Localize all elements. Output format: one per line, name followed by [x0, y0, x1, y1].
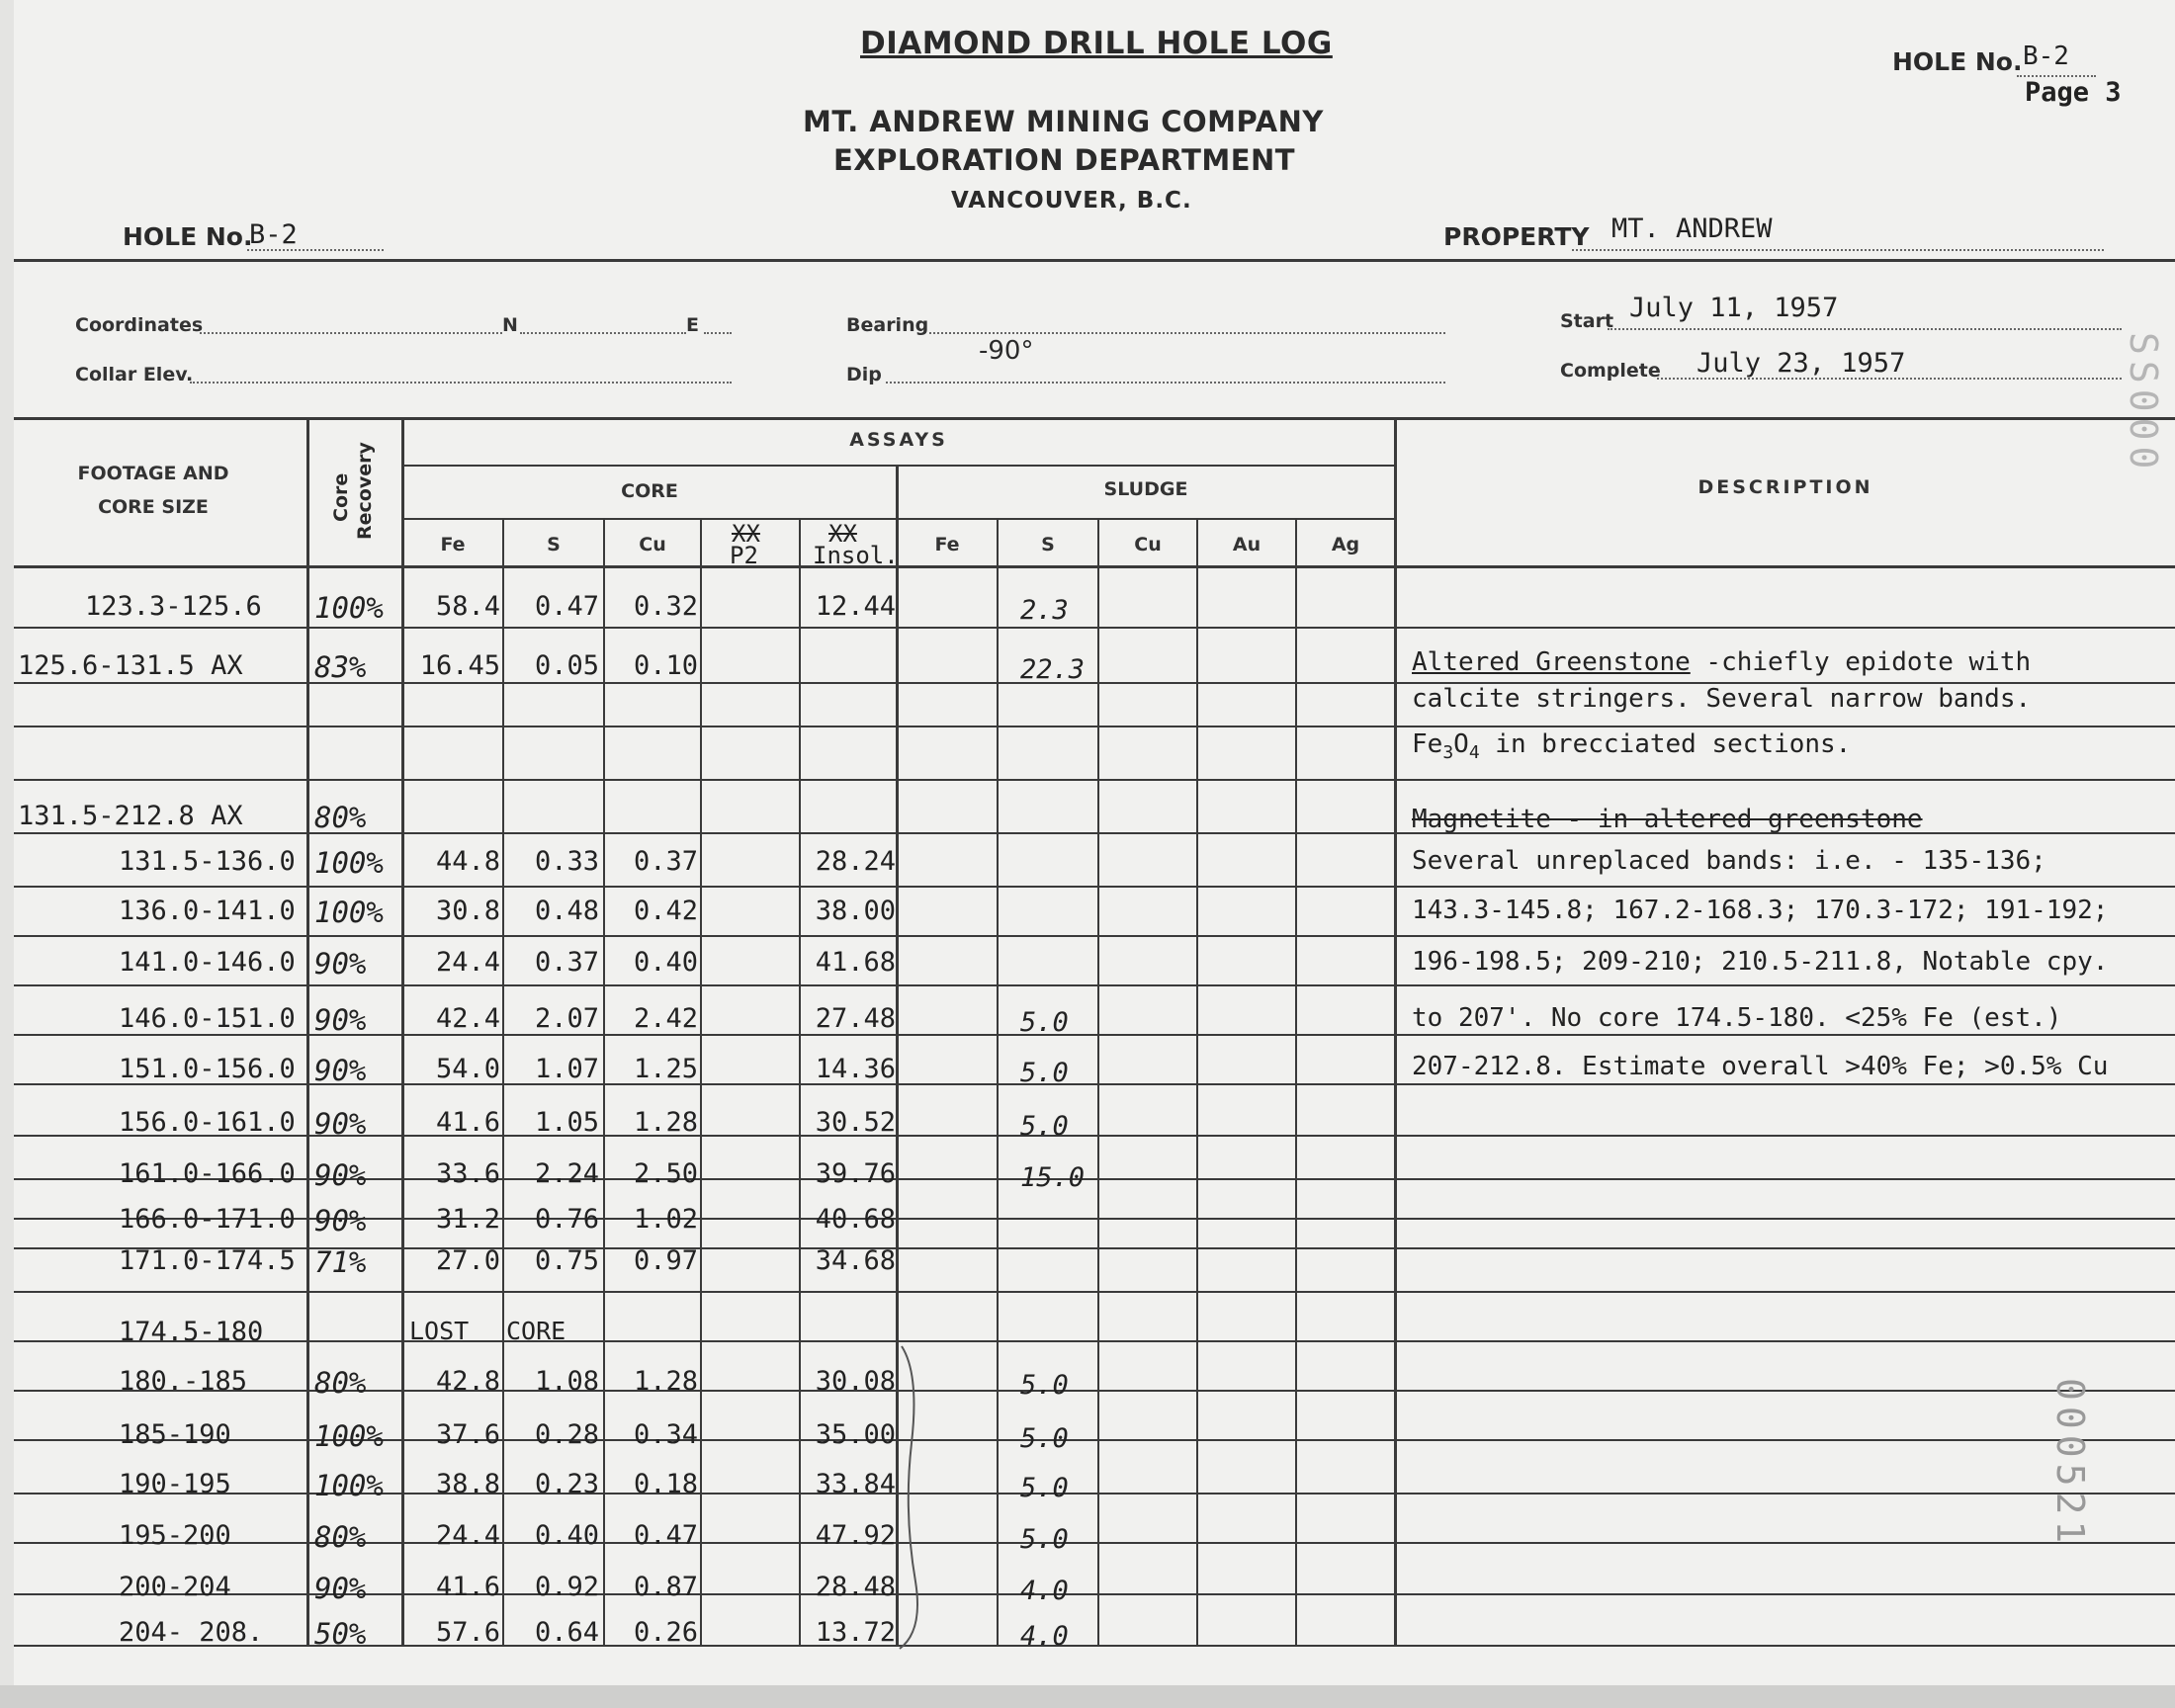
assays-header: ASSAYS [849, 429, 948, 451]
description-line-3 [1412, 729, 1851, 763]
bearing-label: Bearing [846, 314, 929, 336]
footage-cell: 185-190 [119, 1419, 231, 1450]
core-s-cell: 0.23 [534, 1469, 599, 1499]
coordinates-e-dots [520, 332, 686, 334]
col-divider-sludge-au [1295, 518, 1297, 1647]
page-number: Page 3 [2025, 77, 2122, 108]
property-dots [1572, 249, 2104, 251]
core-s-cell: 0.47 [534, 591, 599, 622]
rule-top [14, 259, 2175, 262]
footage-cell: 136.0-141.0 [119, 896, 296, 926]
recovery-cell: 90% [314, 1054, 367, 1087]
document-title: DIAMOND DRILL HOLE LOG [860, 26, 1333, 61]
sludge-au-header: Au [1232, 534, 1262, 555]
sludge-s-cell: 4.0 [1020, 1576, 1069, 1606]
core-s-cell: 0.75 [534, 1245, 599, 1276]
core-fe-cell: 57.6 [435, 1617, 500, 1648]
footage-cell: 151.0-156.0 [119, 1054, 296, 1084]
sludge-ag-header: Ag [1331, 534, 1360, 555]
row-rule [14, 1340, 2175, 1342]
col-divider-fe [502, 518, 504, 1647]
hole-number-label-top: HOLE No. [1892, 47, 2023, 76]
collar-elevation-label: Collar Elev. [75, 364, 194, 385]
description-sub-3: 3 [1442, 742, 1454, 764]
rule-info-bottom [14, 417, 2175, 420]
core-s-cell: 2.24 [534, 1158, 599, 1189]
col-divider-recovery [401, 419, 404, 1647]
core-insol-cell: 27.48 [815, 1003, 896, 1034]
core-fe-cell: 38.8 [435, 1469, 500, 1499]
recovery-cell: 80% [314, 801, 367, 834]
core-fe-cell: 27.0 [435, 1245, 500, 1276]
core-fe-cell: 44.8 [435, 846, 500, 877]
hole-number-value-top: B-2 [2023, 42, 2069, 71]
core-insol-header: Insol. [813, 542, 899, 569]
rule-core-sludge [403, 518, 1394, 520]
sludge-s-header: S [1041, 534, 1055, 555]
margin-stamp-bottom: 000521 [2048, 1378, 2092, 1550]
core-fe-cell: 24.4 [435, 947, 500, 978]
core-cu-cell: 0.34 [633, 1419, 698, 1450]
description-sub-4: 4 [1468, 742, 1480, 764]
core-s-cell: 0.64 [534, 1617, 599, 1648]
sludge-s-cell: 22.3 [1020, 654, 1086, 685]
core-cu-cell: 0.87 [633, 1572, 698, 1602]
margin-stamp-top: SS000 [2122, 332, 2165, 475]
core-recovery-header-2: Recovery [354, 442, 376, 540]
footage-header: FOOTAGE AND [77, 463, 229, 484]
recovery-cell: 90% [314, 1204, 367, 1238]
recovery-cell: 100% [314, 1469, 384, 1502]
col-divider-sludge-s [1097, 518, 1099, 1647]
core-s-cell: CORE [506, 1317, 566, 1345]
core-insol-cell: 28.24 [815, 846, 896, 877]
core-recovery-header-1: Core [330, 472, 352, 522]
sludge-s-cell: 5.0 [1020, 1524, 1069, 1555]
dip-value: -90° [979, 336, 1034, 366]
footage-cell: 174.5-180 [119, 1317, 264, 1347]
sludge-s-cell: 4.0 [1020, 1621, 1069, 1652]
recovery-cell: 71% [314, 1245, 367, 1279]
description-line-7: 196-198.5; 209-210; 210.5-211.8, Notable cpy. [1412, 947, 2109, 977]
sludge-cu-header: Cu [1134, 534, 1162, 555]
core-cu-cell: 1.02 [633, 1204, 698, 1235]
core-insol-cell: 14.36 [815, 1054, 896, 1084]
core-fe-cell: 42.4 [435, 1003, 500, 1034]
start-dots [1608, 328, 2122, 330]
core-insol-cell: 28.48 [815, 1572, 896, 1602]
core-s-cell: 1.05 [534, 1107, 599, 1138]
core-insol-cell: 12.44 [815, 591, 896, 622]
property-label: PROPERTY [1443, 222, 1590, 251]
core-insol-struck-label: XX [828, 520, 857, 548]
sludge-s-cell: 5.0 [1020, 1423, 1069, 1454]
sludge-s-cell: 5.0 [1020, 1111, 1069, 1142]
core-insol-cell: 41.68 [815, 947, 896, 978]
description-line-4: Magnetite - in altered greenstone [1412, 805, 1923, 834]
footage-cell: 125.6-131.5 AX [18, 650, 243, 681]
recovery-cell: 100% [314, 896, 384, 929]
core-insol-cell: 40.68 [815, 1204, 896, 1235]
core-fe-cell: 33.6 [435, 1158, 500, 1189]
core-cu-cell: 1.25 [633, 1054, 698, 1084]
row-rule [14, 627, 2175, 629]
core-s-cell: 0.40 [534, 1520, 599, 1551]
recovery-cell: 83% [314, 650, 367, 684]
core-s-cell: 1.08 [534, 1366, 599, 1397]
row-rule [14, 935, 2175, 937]
recovery-cell: 90% [314, 1158, 367, 1192]
core-fe-cell: 16.45 [419, 650, 500, 681]
core-s-cell: 2.07 [534, 1003, 599, 1034]
core-cu-cell: 0.26 [633, 1617, 698, 1648]
col-divider-sludge-fe [997, 518, 999, 1647]
core-insol-cell: 35.00 [815, 1419, 896, 1450]
core-fe-cell: 58.4 [435, 591, 500, 622]
core-s-cell: 0.28 [534, 1419, 599, 1450]
rule-header-bottom [14, 565, 2175, 568]
recovery-cell: 90% [314, 1107, 367, 1141]
footage-cell: 166.0-171.0 [119, 1204, 296, 1235]
core-s-cell: 0.33 [534, 846, 599, 877]
core-header: CORE [621, 480, 678, 502]
complete-label: Complete [1560, 360, 1661, 382]
start-date: July 11, 1957 [1629, 293, 1839, 323]
core-cu-cell: 2.42 [633, 1003, 698, 1034]
recovery-cell: 90% [314, 1572, 367, 1605]
rule-assays [403, 465, 1394, 467]
row-rule [14, 1291, 2175, 1293]
core-insol-cell: 34.68 [815, 1245, 896, 1276]
row-rule [14, 779, 2175, 781]
core-fe-cell: 42.8 [435, 1366, 500, 1397]
core-insol-cell: 38.00 [815, 896, 896, 926]
scan-edge [0, 1685, 2175, 1708]
core-insol-cell: 13.72 [815, 1617, 896, 1648]
footage-cell: 171.0-174.5 [119, 1245, 296, 1276]
footage-cell: 146.0-151.0 [119, 1003, 296, 1034]
footage-cell: 123.3-125.6 [85, 591, 262, 622]
footage-cell: 204- 208. [119, 1617, 264, 1648]
description-line-6: 143.3-145.8; 167.2-168.3; 170.3-172; 191-192; [1412, 896, 2109, 925]
recovery-cell: 90% [314, 947, 367, 981]
start-label: Start [1560, 310, 1614, 332]
core-s-cell: 0.05 [534, 650, 599, 681]
core-fe-cell: 41.6 [435, 1107, 500, 1138]
description-line-9: 207-212.8. Estimate overall >40% Fe; >0.5% Cu [1412, 1052, 2109, 1081]
core-insol-cell: 30.08 [815, 1366, 896, 1397]
core-s-cell: 0.48 [534, 896, 599, 926]
core-s-cell: 0.37 [534, 947, 599, 978]
core-p2-struck-label: XX [732, 520, 760, 548]
description-greenstone-rest: -chiefly epidote with [1690, 647, 2032, 677]
description-line-8: to 207'. No core 174.5-180. <25% Fe (est.) [1412, 1003, 2062, 1033]
core-fe-cell: 24.4 [435, 1520, 500, 1551]
core-cu-cell: 0.97 [633, 1245, 698, 1276]
sludge-s-cell: 5.0 [1020, 1473, 1069, 1503]
description-header: DESCRIPTION [1697, 476, 1873, 498]
footage-cell: 156.0-161.0 [119, 1107, 296, 1138]
core-cu-cell: 0.32 [633, 591, 698, 622]
core-s-cell: 0.92 [534, 1572, 599, 1602]
property-value: MT. ANDREW [1611, 214, 1773, 244]
recovery-cell: 50% [314, 1617, 367, 1651]
coordinates-n-dots [200, 332, 502, 334]
row-rule [14, 984, 2175, 986]
footage-cell: 131.5-136.0 [119, 846, 296, 877]
sludge-s-cell: 5.0 [1020, 1370, 1069, 1401]
description-line-2: calcite stringers. Several narrow bands. [1412, 684, 2032, 714]
core-insol-cell: 39.76 [815, 1158, 896, 1189]
description-greenstone-title: Altered Greenstone [1412, 647, 1691, 677]
bearing-dots [929, 332, 1445, 334]
core-insol-cell: 30.52 [815, 1107, 896, 1138]
footage-cell: 141.0-146.0 [119, 947, 296, 978]
footage-cell: 195-200 [119, 1520, 231, 1551]
footage-cell: 190-195 [119, 1469, 231, 1499]
core-cu-cell: 2.50 [633, 1158, 698, 1189]
sludge-fe-header: Fe [934, 534, 960, 555]
core-cu-cell: 0.18 [633, 1469, 698, 1499]
core-fe-cell: 41.6 [435, 1572, 500, 1602]
sludge-s-cell: 5.0 [1020, 1058, 1069, 1088]
dip-label: Dip [846, 364, 882, 385]
core-cu-cell: 0.42 [633, 896, 698, 926]
col-divider-footage [306, 419, 309, 1647]
footage-cell: 200-204 [119, 1572, 231, 1602]
core-fe-header: Fe [440, 534, 466, 555]
hole-number-label: HOLE No. [123, 222, 253, 251]
core-s-header: S [547, 534, 561, 555]
description-brecciated: in brecciated sections. [1479, 729, 1852, 759]
core-cu-header: Cu [639, 534, 666, 555]
row-rule [14, 726, 2175, 727]
department-name: EXPLORATION DEPARTMENT [833, 143, 1296, 177]
core-fe-cell: 30.8 [435, 896, 500, 926]
col-divider-description [1394, 419, 1397, 1647]
description-o: O [1453, 729, 1469, 759]
core-size-header: CORE SIZE [98, 496, 209, 518]
coordinates-e-label: E [686, 314, 699, 336]
sludge-bracket-mark [890, 1334, 939, 1661]
description-line-1 [1412, 647, 2031, 677]
core-cu-cell: 1.28 [633, 1107, 698, 1138]
coordinates-end-dots [704, 332, 732, 334]
collar-elevation-dots [190, 382, 732, 384]
core-fe-cell: LOST [409, 1317, 470, 1345]
coordinates-n-label: N [502, 314, 518, 336]
core-fe-cell: 54.0 [435, 1054, 500, 1084]
complete-date: July 23, 1957 [1696, 348, 1906, 379]
core-cu-cell: 0.10 [633, 650, 698, 681]
description-fe: Fe [1412, 729, 1443, 759]
recovery-cell: 100% [314, 591, 384, 625]
sludge-s-cell: 15.0 [1020, 1162, 1086, 1193]
core-cu-cell: 0.40 [633, 947, 698, 978]
recovery-cell: 100% [314, 846, 384, 880]
col-divider-cu [700, 518, 702, 1647]
core-p2-header: P2 [730, 542, 758, 569]
recovery-cell: 100% [314, 1419, 384, 1453]
company-name: MT. ANDREW MINING COMPANY [803, 105, 1324, 138]
core-insol-cell: 47.92 [815, 1520, 896, 1551]
core-cu-cell: 1.28 [633, 1366, 698, 1397]
sludge-s-cell: 5.0 [1020, 1007, 1069, 1038]
core-s-cell: 0.76 [534, 1204, 599, 1235]
city-name: VANCOUVER, B.C. [951, 188, 1192, 214]
core-fe-cell: 31.2 [435, 1204, 500, 1235]
hole-number-value: B-2 [249, 219, 298, 250]
row-rule [14, 886, 2175, 888]
sludge-header: SLUDGE [1103, 478, 1188, 500]
core-cu-cell: 0.37 [633, 846, 698, 877]
footage-cell: 131.5-212.8 AX [18, 801, 243, 831]
recovery-cell: 80% [314, 1366, 367, 1400]
recovery-cell: 90% [314, 1003, 367, 1037]
core-fe-cell: 37.6 [435, 1419, 500, 1450]
core-insol-cell: 33.84 [815, 1469, 896, 1499]
description-line-5: Several unreplaced bands: i.e. - 135-136; [1412, 846, 2046, 876]
sludge-s-cell: 2.3 [1020, 595, 1069, 626]
footage-cell: 180.-185 [119, 1366, 248, 1397]
col-divider-sludge-cu [1196, 518, 1198, 1647]
dip-dots [886, 382, 1445, 384]
core-s-cell: 1.07 [534, 1054, 599, 1084]
core-cu-cell: 0.47 [633, 1520, 698, 1551]
footage-cell: 161.0-166.0 [119, 1158, 296, 1189]
coordinates-label: Coordinates [75, 314, 204, 336]
recovery-cell: 80% [314, 1520, 367, 1554]
